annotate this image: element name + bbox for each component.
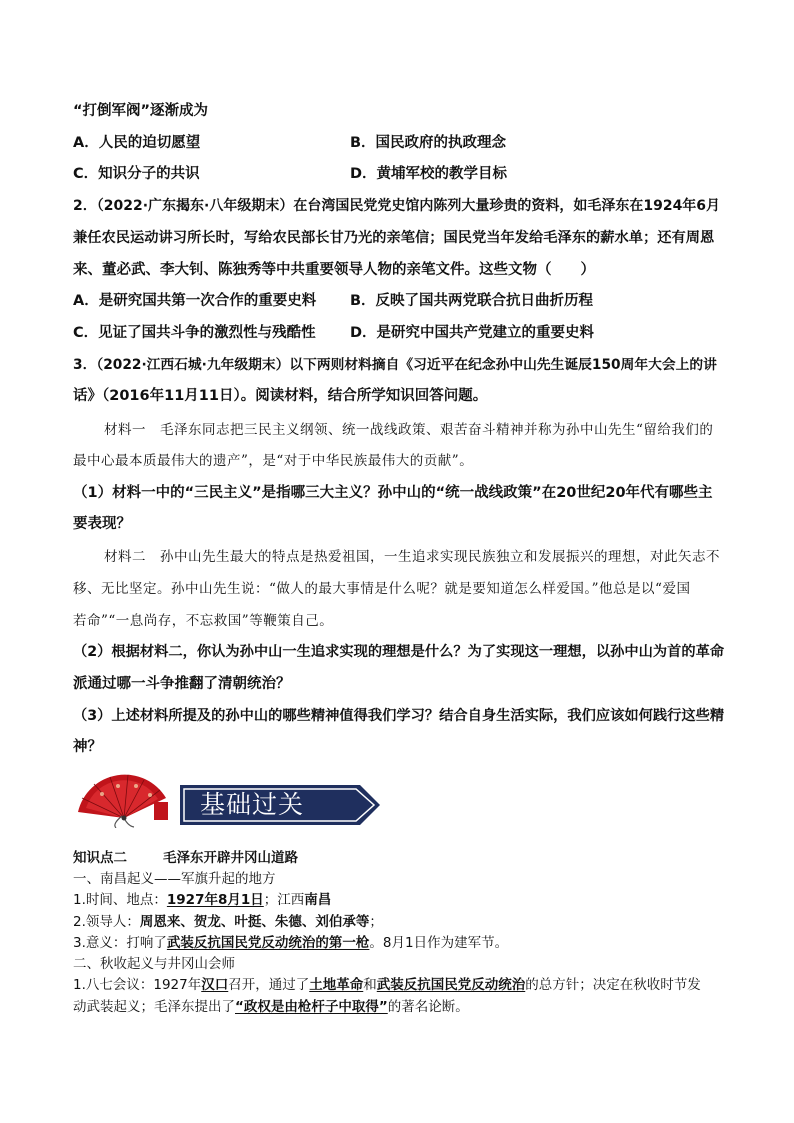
item-label: 2.领导人：: [73, 914, 140, 930]
question-2-line: 2．（2022·广东揭东·八年级期末）在台湾国民党党史馆内陈列大量珍贵的资料，如毛泽东在1924年6月: [73, 198, 721, 214]
option-d: D．黄埔军校的教学目标: [350, 166, 508, 182]
material-1-text: 最中心最本质最伟大的遗产”，是“对于中华民族最伟大的贡献”。: [73, 453, 474, 469]
question-1-stem: “打倒军阀”逐渐成为: [73, 103, 209, 119]
folding-fan-icon: [72, 768, 172, 828]
item-text: 的总方针；决定在秋收时节发: [525, 977, 701, 993]
key-quote: “政权是由枪杆子中取得”: [235, 999, 388, 1015]
banner-title: 基础过关: [200, 790, 305, 819]
sub-question-1: （1）材料一中的“三民主义”是指哪三大主义？孙中山的“统一战线政策”在20世纪20年代有哪些主: [73, 485, 713, 501]
option-a: A．人民的迫切愿望: [73, 135, 201, 151]
question-3-line: 话》（2016年11月11日）。阅读材料，结合所学知识回答问题。: [73, 388, 488, 404]
material-2-text: 若命”“一息尚存，不忘救国”等鞭策自己。: [73, 613, 334, 629]
item-text: 和: [363, 977, 377, 993]
material-1-text: 材料一 毛泽东同志把三民主义纲领、统一战线政策、艰苦奋斗精神并称为孙中山先生“留给我们的: [104, 422, 714, 438]
sub-question-2: （2）根据材料二，你认为孙中山一生追求实现的理想是什么？为了实现这一理想，以孙中山为首的革命: [73, 644, 725, 660]
key-term: 土地革命: [309, 977, 364, 993]
item-text: ；: [369, 914, 383, 930]
key-significance: 武装反抗国民党反动统治的第一枪: [166, 935, 370, 951]
list-item: [73, 891, 331, 909]
option-d: D．是研究中国共产党建立的重要史料: [350, 325, 595, 341]
knowledge-title: 毛泽东开辟井冈山道路: [163, 850, 298, 866]
item-text: ；江西: [263, 892, 305, 908]
item-text: 的著名论断。: [387, 999, 469, 1015]
section-title: 一、南昌起义——军旗升起的地方: [73, 871, 276, 887]
sub-question-3: 神？: [73, 739, 102, 755]
item-text: 。8月1日作为建军节。: [369, 935, 509, 951]
list-item: [73, 934, 508, 952]
list-item: [73, 913, 383, 931]
key-names: 周恩来、贺龙、叶挺、朱德、刘伯承等: [139, 914, 370, 930]
question-2-line: 来、董必武、李大钊、陈独秀等中共重要领导人物的亲笔文件。这些文物（ ）: [73, 262, 595, 278]
item-label: 1.时间、地点：: [73, 892, 167, 908]
question-2-line: 兼任农民运动讲习所长时，写给农民部长甘乃光的亲笔信；国民党当年发给毛泽东的薪水单；还有周恩: [73, 230, 715, 246]
option-c: C．知识分子的共识: [73, 166, 200, 182]
knowledge-heading: [73, 849, 298, 867]
question-3-line: 3．（2022·江西石城·九年级期末）以下两则材料摘自《习近平在纪念孙中山先生诞辰150周年大会上的讲: [73, 357, 717, 373]
material-2-text: 材料二 孙中山先生最大的特点是热爱祖国，一生追求实现民族独立和发展振兴的理想，对此矢志不: [104, 549, 720, 565]
sub-question-3: （3）上述材料所提及的孙中山的哪些精神值得我们学习？结合自身生活实际，我们应该如何践行这些精: [73, 708, 725, 724]
knowledge-number: 知识点二: [73, 850, 127, 866]
key-term: 武装反抗国民党反动统治: [376, 977, 526, 993]
option-b: B．国民政府的执政理念: [350, 135, 507, 151]
key-date: 1927年8月1日: [166, 892, 264, 908]
key-place: 汉口: [201, 977, 229, 993]
item-label: 3.意义：打响了: [73, 935, 167, 951]
material-2-text: 移、无比坚定。孙中山先生说：“做人的最大事情是什么呢？就是要知道怎么样爱国。”他总是以“爱国: [73, 581, 691, 597]
item-text: 动武装起义；毛泽东提出了: [73, 999, 235, 1015]
option-b: B．反映了国共两党联合抗日曲折历程: [350, 293, 594, 309]
item-text: 召开，通过了: [228, 977, 310, 993]
key-place: 南昌: [304, 892, 332, 908]
list-item: [73, 976, 701, 994]
option-a: A．是研究国共第一次合作的重要史料: [73, 293, 317, 309]
sub-question-2: 派通过哪一斗争推翻了清朝统治？: [73, 676, 291, 692]
sub-question-1: 要表现？: [73, 516, 131, 532]
list-item: [73, 998, 469, 1016]
section-title: 二、秋收起义与井冈山会师: [73, 956, 235, 972]
option-c: C．见证了国共斗争的激烈性与残酷性: [73, 325, 316, 341]
item-text: 1.八七会议：1927年: [73, 977, 202, 993]
